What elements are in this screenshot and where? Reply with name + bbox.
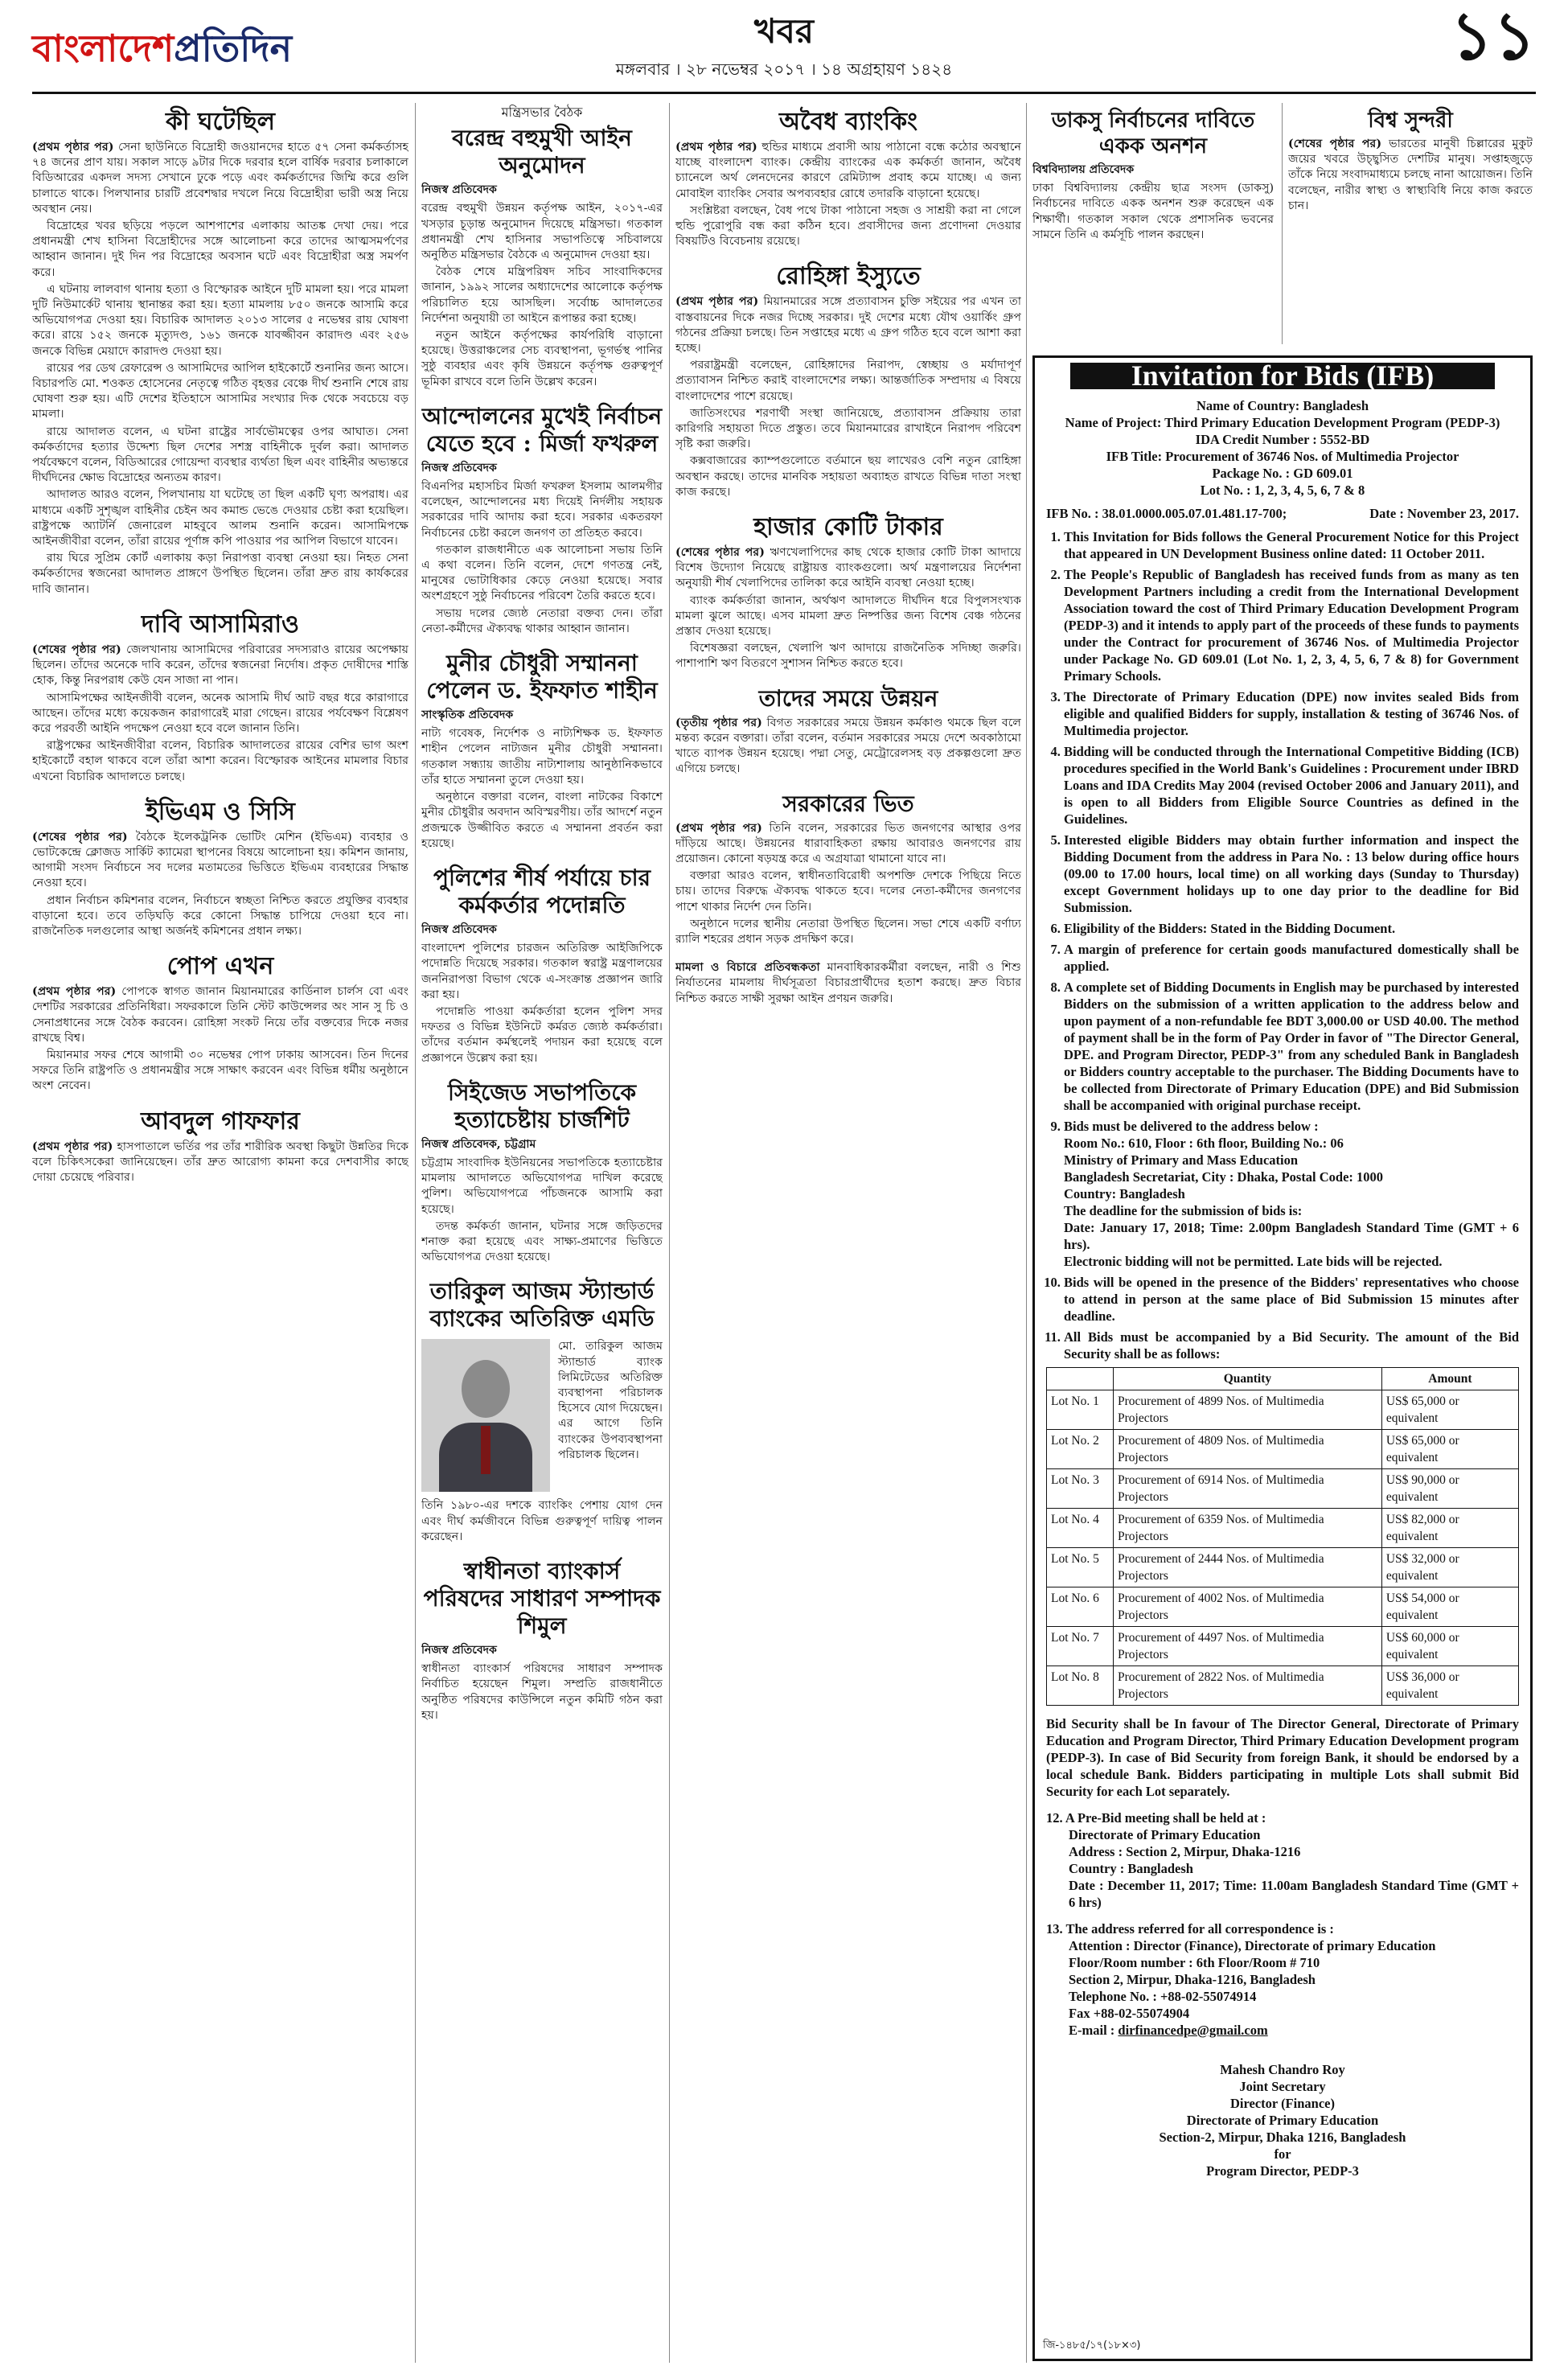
table-header: Quantity — [1114, 1368, 1382, 1390]
ifb-clause: 2. The People's Republic of Bangladesh has received funds from as many as ten Development Partners including a credit from the International Development Association toward the cost of Third Primary Education Development Program (PEDP-3) and it intends to apply part of the proceeds of these funds to payments under the Contract for procurement of 36746 Nos. of Multimedia Projector under Package No. GD 609.01 (Lot No. 1, 2, 3, 4, 5, 6, 7 & 8) for Government Primary Schools. — [1064, 566, 1519, 684]
bid-security-note: Bid Security shall be In favour of The Director General, Directorate of Primary Education and Program Director, Third Primary Education Development program (PEDP-3). In case of Bid Security from foreign Bank, it should be endorsed by a local schedule Bank. Bidders participating in multiple Lots shall submit Bid Security for each Lot separately. — [1046, 1716, 1519, 1799]
story-illegal-banking: অবৈধ ব্যাংকিং (প্রথম পৃষ্ঠার পর) হুন্ডির মাধ্যমে প্রবাসী আয় পাঠানো বন্ধে কঠোর অবস্থানে যাচ্ছে বাংলাদেশ ব্যাংক। কেন্দ্রীয় ব্যাংকের এক কর্মকর্তা জানান, অবৈধ চ্যানেলে অর্থ লেনদেনের কারণে রেমিট্যান্স প্রবাহ কমে যাচ্ছে। এ জন্য মোবাইল ব্যাংকিং সেবার অপব্যবহার রোধে তদারকি বাড়ানো হয়েছে। সংশ্লিষ্টরা বলছেন, বৈধ পথে টাকা পাঠানো সহজ ও সাশ্রয়ী করা না গেলে হুন্ডি পুরোপুরি বন্ধ করা কঠিন হবে। প্রবাসীদের জন্য প্রণোদনা দেওয়ার বিষয়টিও বিবেচনায় রয়েছে। — [675, 108, 1021, 248]
table-row: Lot No. 1 Procurement of 4899 Nos. of Multimedia Projectors US$ 65,000 or equivalent — [1047, 1390, 1519, 1430]
story-headline: কী ঘটেছিল — [165, 108, 276, 136]
ifb-clauses — [1046, 528, 1519, 1362]
story-kicker: মন্ত্রিসভার বৈঠক — [501, 105, 583, 120]
story-headline: মুনীর চৌধুরী সম্মাননা পেলেন ড. ইফফাত শাহীন — [426, 650, 658, 704]
column-divider — [1282, 103, 1283, 344]
column-4-right — [1288, 103, 1533, 349]
ifb-reference: IFB No. : 38.01.0000.005.07.01.481.17-700; Date : November 23, 2017. — [1046, 506, 1519, 521]
ifb-clause: 6. Eligibility of the Bidders: Stated in the Bidding Document. — [1064, 920, 1519, 937]
story-munir-chowdhury: মুনীর চৌধুরী সম্মাননা পেলেন ড. ইফফাত শাহীন সাংস্কৃতিক প্রতিবেদক নাট্য গবেষক, নির্দেশক ও নাট্যশিক্ষক ড. ইফফাত শাহীন পেলেন নাট্যজন মুনীর চৌধুরী সম্মাননা। গতকাল সন্ধ্যায় জাতীয় নাট্যশালায় আনুষ্ঠানিকভাবে তাঁর হাতে সম্মাননা তুলে দেওয়া হয়। অনুষ্ঠানে বক্তারা বলেন, বাংলা নাটকের বিকাশে মুনীর চৌধুরীর অবদান অবিস্মরণীয়। তাঁর আদর্শে নতুন প্রজন্মকে উজ্জীবিত করতে এ সম্মাননা প্রবর্তন করা হয়েছে। — [421, 650, 663, 850]
ifb-advertisement: Invitation for Bids (IFB) Name of Country: Bangladesh Name of Project: Third Primary Education Development Program (PEDP-3) IDA Credit Number : 5552-BD IFB Title: Procurement of 36746 Nos. of Multimedia Projector Package No. : GD 609.01 Lot No. : 1, 2, 3, 4, 5, 6, 7 & 8 IFB No. : 38.01.0000.005.07.01.481.17-700; Date : November 23, 2017. 1. This Invitation for Bids follows the General Procurement Notice for this Project that appeared in UN Development Business online dated: 11 October 2011. 2. The People's Republic of Bangladesh has received funds from as many as ten Development Partners including a credit from the International Development Association toward the cost of Third Primary Education Development Program (PEDP-3) and it intends to apply part of the proceeds of these funds to payments under the Contract for procurement of 36746 Nos. of Multimedia Projector under Package No. GD 609.01 (Lot No. 1, 2, 3, 4, 5, 6, 7 & 8) for Government Primary Schools. 3. The Directorate of Primary Education (DPE) now invites sealed Bids from eligible and qualified Bidders for supply, installation & testing of 36746 Nos. of Multimedia projector. 4. Bidding will be conducted through the International Competitive Bidding (ICB) procedures specified in the World Bank's Guidelines : Procurement under IBRD Loans and IDA Credits May 2004 (revised October 2006 and January 2011), and is open to all Bidders from Eligible Source Countries as defined in the Guidelines. 5. Interested eligible Bidders may obtain further information and inspect the Bidding Document from the address in Para No. : 13 below during office hours (09.00 to 17.00 hours, local time) on all working days (Sunday to Thursday) except Government holidays up to one day prior to the deadline for Bid Submission. 6. Eligibility of the Bidders: Stated in the Bidding Document. 7. A margin of preference for certain goods manufactured domestically shall be applied. 8. A complete set of Bidding Documents in English may be purchased by interested Bidders on the submission of a written application to the address below and upon payment of a non-refundable fee BDT 3,000.00 or USD 40.00. The method of payment shall be in the form of Pay Order in favor of "The Director General, DPE. and Program Director, PEDP-3" from any scheduled Bank in Bangladesh or Bidders country acceptable to the purchaser. The Bidding Documents have to be collected from Directorate of Primary Education (DPE) and Bid Submission shall be accompanied with original purchase receipt. 9. Bids must be delivered to the address below : Room No.: 610, Floor : 6th floor, Building No.: 06 Ministry of Primary and Mass Education Bangladesh Secretariat, City : Dhaka, Postal Code: 1000 Country: Bangladesh The deadline for the submission of bids is: Date: January 17, 2018; Time: 2.00pm Bangladesh Standard Time (GMT + 6 hrs). Electronic bidding will not be permitted. Late bids will be rejected. 10. Bids will be opened in the presence of the Bidders' representatives who choose to attend in person at the same place of Bid Submission 15 minutes after deadline. 11. All Bids must be accompanied by a Bid Security. The amount of the Bid Security shall be as follows: Quantity Amount Lot No. 1 Procurement of 4899 Nos. of Multimedia Projectors US$ 65,000 or equivalent Lot No. 2 Procurement of 4809 Nos. of Multimedia Projectors US$ 65,000 or equivalent Lot No. 3 Procurement of 6914 Nos. of Multimedia Projectors US$ 90,000 or equivalent Lot No. 4 Procurement of 6359 Nos. of Multimedia Projectors US$ 82,000 or equivalent Lot No. 5 Procurement of 2444 Nos. of Multimedia Projectors US$ 32,000 or equivalent Lot No. 6 Procurement of 4002 Nos. of Multimedia Projectors US$ 54,000 or equivalent Lot No. 7 Procurement of 4497 Nos. of Multimedia Projectors US$ 60,000 or equivalent Lot No. 8 Procurement of 2822 Nos. of Multimedia Projectors US$ 36,000 or equivalent Bid Security shall be In favour of The Director General, Directorate of Primary Education and Program Director, Third Primary Education Development program (PEDP-3). In case of Bid Security from foreign Bank, it should be endorsed by a local schedule Bank. Bidders participating in multiple Lots shall submit Bid Security for each Lot separately. 12. A Pre-Bid meeting shall be held at : Directorate of Primary Education Address : Section 2, Mirpur, Dhaka-1216 Country : Bangladesh Date : December 11, 2017; Time: 11.00am Bangladesh Standard Time (GMT + 6 hrs) 13. The address referred for all correspondence is : Attention : Director (Finance), Directorate of primary Education Floor/Room number : 6th Floor/Room # 710 Section 2, Mirpur, Dhaka-1216, Bangladesh Telephone No. : +88-02-55074914 Fax +88-02-55074904 E-mail : dirfinancedpe@gmail.com Mahesh Chandro Roy Joint Secretary Director (Finance) Directorate of Primary Education Section-2, Mirpur, Dhaka 1216, Bangladesh for Program Director, PEDP-3 জি-১৪৮৫/১৭(১৮×৩) — [1032, 355, 1533, 2361]
story-mamla-bichar: মামলা ও বিচারে প্রতিবন্ধকতা মানবাধিকারকর্মীরা বলছেন, নারী ও শিশু নির্যাতনের মামলায় দীর্ঘসূত্রতা বিচারপ্রার্থীদের হতাশ করছে। দ্রুত বিচার নিশ্চিত করতে সাক্ষী সুরক্ষা আইন প্রণয়ন জরুরি। — [675, 961, 1021, 1005]
story-evm-cc: ইভিএম ও সিসি (শেষের পৃষ্ঠার পর) বৈঠকে ইলেকট্রনিক ভোটিং মেশিন (ইভিএম) ব্যবহার ও ভোটকেন্দ্রে ক্লোজড সার্কিট ক্যামেরা স্থাপনের বিষয়ে আলোচনা হয়। কমিশন জানায়, আগামী সংসদ নির্বাচনে সব দলের মতামতের ভিত্তিতে ইভিএম ব্যবহারের সিদ্ধান্ত নেওয়া হবে। প্রধান নির্বাচন কমিশনার বলেন, নির্বাচনে স্বচ্ছতা নিশ্চিত করতে প্রযুক্তির ব্যবহার বাড়ানো হবে। তবে তড়িঘড়ি করে কোনো সিদ্ধান্ত চাপিয়ে দেওয়া হবে না। রাজনৈতিক দলগুলোর আস্থা অর্জনই কমিশনের প্রধান লক্ষ্য। — [32, 797, 408, 938]
ifb-clause: 5. Interested eligible Bidders may obtain further information and inspect the Bidding Document from the address in Para No. : 13 below during office hours (09.00 to 17.00 hours, local time) on all working days (Sunday to Thursday) except Government holidays up to one day prior to the deadline for Bid Submission. — [1064, 832, 1519, 916]
story-headline: রোহিঙ্গা ইস্যুতে — [776, 262, 921, 291]
byline: নিজস্ব প্রতিবেদক — [421, 183, 497, 197]
table-header: Amount — [1381, 1368, 1518, 1390]
story-pope-ekhon: পোপ এখন (প্রথম পৃষ্ঠার পর) পোপকে স্বাগত জানান মিয়ানমারের কার্ডিনাল চার্লস বো এবং দেশটির সরকারের প্রতিনিধিরা। সফরকালে তিনি স্টেট কাউন্সেলর অং সান সু চি ও সেনাপ্রধানের সঙ্গে বৈঠক করবেন। রোহিঙ্গা সংকট নিয়ে তাঁর বক্তব্যের দিকে নজর রাখছে বিশ্ব। মিয়ানমার সফর শেষে আগামী ৩০ নভেম্বর পোপ ঢাকায় আসবেন। তিন দিনের সফরে তিনি রাষ্ট্রপতি ও প্রধানমন্ত্রীর সঙ্গে সাক্ষাৎ করবেন এবং বিভিন্ন ধর্মীয় অনুষ্ঠানে অংশ নেবেন। — [32, 952, 408, 1093]
story-bankers-parishad: স্বাধীনতা ব্যাংকার্স পরিষদের সাধারণ সম্পাদক শিমুল নিজস্ব প্রতিবেদক স্বাধীনতা ব্যাংকার্স পরিষদের সাধারণ সম্পাদক নির্বাচিত হয়েছেন শিমুল। সম্প্রতি রাজধানীতে অনুষ্ঠিত পরিষদের কাউন্সিলে নতুন কমিটি গঠন করা হয়। — [421, 1557, 663, 1722]
story-miss-world: বিশ্ব সুন্দরী (শেষের পৃষ্ঠার পর) ভারতের মানুষী চিল্লারের মুকুট জয়ের খবরে উচ্ছ্বসিত দেশটির মানুষ। সপ্তাহজুড়ে তাঁকে নিয়ে সংবাদমাধ্যমে চলছে নানা আয়োজন। তিনি বলেছেন, নারীর স্বাস্থ্য ও স্বাস্থ্যবিধি নিয়ে কাজ করতে চান। — [1288, 109, 1533, 212]
section-name: খবর — [753, 11, 815, 51]
ifb-clause: 3. The Directorate of Primary Education (DPE) now invites sealed Bids from eligible and qualified Bidders for supply, installation & testing of 36746 Nos. of Multimedia projector. — [1064, 688, 1519, 739]
table-row: Lot No. 2 Procurement of 4809 Nos. of Multimedia Projectors US$ 65,000 or equivalent — [1047, 1430, 1519, 1469]
page-number: ১১ — [1450, 0, 1536, 75]
story-sorkarer-vit: সরকারের ভিত (প্রথম পৃষ্ঠার পর) তিনি বলেন, সরকারের ভিত জনগণের আস্থার ওপর দাঁড়িয়ে আছে। উন্নয়নের ধারাবাহিকতা রক্ষায় আবারও জনগণের রায় প্রয়োজন। কোনো ষড়যন্ত্র করে এ অগ্রযাত্রা থামানো যাবে না। বক্তারা আরও বলেন, স্বাধীনতাবিরোধী অপশক্তি দেশকে পিছিয়ে নিতে চায়। তাদের বিরুদ্ধে ঐক্যবদ্ধ থাকতে হবে। দলের নেতা-কর্মীদের জনগণের পাশে থাকার নির্দেশ দেন তিনি। অনুষ্ঠানে দলের স্থানীয় নেতারা উপস্থিত ছিলেন। সভা শেষে একটি বর্ণাঢ্য র‍্যালি শহরের প্রধান সড়ক প্রদক্ষিণ করে। — [675, 790, 1021, 946]
signature-block: Mahesh Chandro Roy Joint Secretary Director (Finance) Directorate of Primary Education Section-2, Mirpur, Dhaka 1216, Bangladesh for Program Director, PEDP-3 — [1159, 2062, 1406, 2179]
table-row: Lot No. 8 Procurement of 2822 Nos. of Multimedia Projectors US$ 36,000 or equivalent — [1047, 1666, 1519, 1706]
table-row: Lot No. 5 Procurement of 2444 Nos. of Multimedia Projectors US$ 32,000 or equivalent — [1047, 1548, 1519, 1587]
column-1 — [32, 103, 408, 2363]
ifb-clause: 8. A complete set of Bidding Documents in English may be purchased by interested Bidders on the submission of a written application to the address below and upon payment of a non-refundable fee BDT 3,000.00 or USD 40.00. The method of payment shall be in the form of Pay Order in favor of "The Director General, DPE. and Program Director, PEDP-3" from any scheduled Bank in Bangladesh or Bidders country acceptable to the purchaser. The Bidding Documents have to be collected from Directorate of Primary Education (DPE) and Bid Submission shall be accompanied with original purchase receipt. — [1064, 979, 1519, 1114]
story-headline: আবদুল গাফফার — [141, 1107, 300, 1136]
story-tariqul-azam: তারিকুল আজম স্ট্যান্ডার্ড ব্যাংকের অতিরিক্ত এমডি মো. তারিকুল আজম স্ট্যান্ডার্ড ব্যাংক লিমিটেডের অতিরিক্ত ব্যবস্থাপনা পরিচালক হিসেবে যোগ দিয়েছেন। এর আগে তিনি ব্যাংকের উপব্যবস্থাপনা পরিচালক ছিলেন। তিনি ১৯৮০-এর দশকে ব্যাংকিং পেশায় যোগ দেন এবং দীর্ঘ কর্মজীবনে বিভিন্ন গুরুত্বপূর্ণ দায়িত্ব পালন করেছেন। — [421, 1278, 663, 1543]
pre-bid-meeting: 12. A Pre-Bid meeting shall be held at : Directorate of Primary Education Address : Section 2, Mirpur, Dhaka-1216 Country : Bangladesh Date : December 11, 2017; Time: 11.00am Bangladesh Standard Time (GMT + 6 hrs) — [1046, 1810, 1519, 1910]
ifb-clause: 4. Bidding will be conducted through the International Competitive Bidding (ICB) procedures specified in the World Bank's Guidelines : Procurement under IBRD Loans and IDA Credits May 2004 (revised October 2006 and January 2011), and is open to all Bidders from Eligible Source Countries as defined in the Guidelines. — [1064, 743, 1519, 828]
masthead-rule — [32, 92, 1536, 94]
story-dakshu: ডাকসু নির্বাচনের দাবিতে একক অনশন বিশ্ববিদ্যালয় প্রতিবেদক ঢাকা বিশ্ববিদ্যালয় কেন্দ্রীয় ছাত্র সংসদ (ডাকসু) নির্বাচনের দাবিতে একক অনশন শুরু করেছেন এক শিক্ষার্থী। গতকাল সকাল থেকে প্রশাসনিক ভবনের সামনে তিনি এ কর্মসূচি পালন করছেন। — [1032, 109, 1274, 241]
ifb-clause: 11. All Bids must be accompanied by a Bid Security. The amount of the Bid Security shall be as follows: — [1064, 1329, 1519, 1362]
story-headline: তাদের সময়ে উন্নয়ন — [758, 684, 938, 712]
story-headline: বিশ্ব সুন্দরী — [1368, 109, 1453, 133]
story-headline: পোপ এখন — [166, 952, 274, 981]
jump-label: (প্রথম পৃষ্ঠার পর) — [32, 141, 114, 154]
portrait-photo — [421, 1339, 550, 1492]
story-headline: পুলিশের শীর্ষ পর্যায়ে চার কর্মকর্তার পদোন্নতি — [433, 864, 651, 918]
ifb-clause-delivery: 9. Bids must be delivered to the address below : Room No.: 610, Floor : 6th floor, Building No.: 06 Ministry of Primary and Mass Education Bangladesh Secretariat, City : Dhaka, Postal Code: 1000 Country: Bangladesh The deadline for the submission of bids is: Date: January 17, 2018; Time: 2.00pm Bangladesh Standard Time (GMT + 6 hrs). Electronic bidding will not be permitted. Late bids will be rejected. — [1064, 1118, 1519, 1270]
column-divider — [1026, 103, 1027, 2363]
ifb-clause: 1. This Invitation for Bids follows the General Procurement Notice for this Project that appeared in UN Development Business online dated: 11 October 2011. — [1064, 528, 1519, 562]
story-barendra: মন্ত্রিসভার বৈঠক বরেন্দ্র বহুমুখী আইন অনুমোদন নিজস্ব প্রতিবেদক বরেন্দ্র বহুমুখী উন্নয়ন কর্তৃপক্ষ আইন, ২০১৭-এর খসড়ার চূড়ান্ত অনুমোদন দিয়েছে মন্ত্রিসভা। গতকাল প্রধানমন্ত্রী শেখ হাসিনার সভাপতিত্বে সচিবালয়ে অনুষ্ঠিত মন্ত্রিসভার বৈঠকে এ অনুমোদন দেওয়া হয়। বৈঠক শেষে মন্ত্রিপরিষদ সচিব সাংবাদিকদের জানান, ১৯৯২ সালের অধ্যাদেশের আলোকে কর্তৃপক্ষ পরিচালিত হয়ে আসছিল। সর্বোচ্চ আদালতের নির্দেশনা অনুযায়ী তা আইনে রূপান্তর করা হচ্ছে। নতুন আইনে কর্তৃপক্ষের কার্যপরিধি বাড়ানো হয়েছে। উত্তরাঞ্চলের সেচ ব্যবস্থাপনা, ভূগর্ভস্থ পানির সুষ্ঠু ব্যবহার এবং কৃষি উন্নয়নে কর্তৃপক্ষ গুরুত্বপূর্ণ ভূমিকা রাখবে বলে তিনি উল্লেখ করেন। — [421, 105, 663, 388]
bid-security-table — [1046, 1367, 1519, 1706]
story-headline: তারিকুল আজম স্ট্যান্ডার্ড ব্যাংকের অতিরিক্ত এমডি — [429, 1278, 655, 1333]
story-cuj-chargesheet: সিইজেড সভাপতিকে হত্যাচেষ্টায় চার্জশিট নিজস্ব প্রতিবেদক, চট্টগ্রাম চট্টগ্রাম সাংবাদিক ইউনিয়নের সভাপতিকে হত্যাচেষ্টার মামলায় আদালতে অভিযোগপত্র দাখিল করেছে পুলিশ। অভিযোগপত্রে পাঁচজনকে আসামি করা হয়েছে। তদন্ত কর্মকর্তা জানান, ঘটনার সঙ্গে জড়িতদের শনাক্ত করা হয়েছে এবং সাক্ষ্য-প্রমাণের ভিত্তিতে অভিযোগপত্র দেওয়া হয়েছে। — [421, 1078, 663, 1264]
ifb-clause: 10. Bids will be opened in the presence of the Bidders' representatives who choose to attend in person at the same place of Bid Submission 15 minutes after deadline. — [1064, 1274, 1519, 1325]
story-ki-ghotechhilo: কী ঘটেছিল (প্রথম পৃষ্ঠার পর) সেনা ছাউনিতে বিদ্রোহী জওয়ানদের হাতে ৫৭ সেনা কর্মকর্তাসহ ৭৪ জনের প্রাণ যায়। সকাল সাড়ে ৯টার দিকে দরবার হলে বার্ষিক দরবার চলাকালে বিডিআরের একদল সদস্য সেখানে ঢুকে পড়ে এবং কর্মকর্তাদের জিম্মি করে গুলি চালাতে থাকে। পিলখানার চারটি প্রবেশদ্বার দখলে নিয়ে বিদ্রোহীরা ভারী অস্ত্র নিয়ে অবস্থান নেয়। বিদ্রোহের খবর ছড়িয়ে পড়লে আশপাশের এলাকায় আতঙ্ক দেখা দেয়। পরে প্রধানমন্ত্রী শেখ হাসিনা বিদ্রোহীদের সঙ্গে আলোচনা করে তাদের আত্মসমর্পণের আহ্বান জানান। দুই দিন পর বিদ্রোহের অবসান ঘটে এবং বিদ্রোহীরা অস্ত্র সমর্পণ করে। এ ঘটনায় লালবাগ থানায় হত্যা ও বিস্ফোরক আইনে দুটি মামলা হয়। পরে মামলা দুটি নিউমার্কেট থানায় স্থানান্তর করা হয়। হত্যা মামলায় ৮৫০ জনকে আসামি করে অভিযোগপত্র দেওয়া হয়। বিচারিক আদালত ২০১৩ সালের ৫ নভেম্বর রায় ঘোষণা করে। রায়ে ১৫২ জনকে মৃত্যুদণ্ড, ১৬১ জনকে যাবজ্জীবন কারাদণ্ড এবং ২৫৬ জনকে বিভিন্ন মেয়াদে কারাদণ্ড দেওয়া হয়। রায়ের পর ডেথ রেফারেন্স ও আসামিদের আপিল হাইকোর্টে শুনানির জন্য আসে। বিচারপতি মো. শওকত হোসেনের নেতৃত্বে গঠিত বৃহত্তর বেঞ্চে দীর্ঘ শুনানি শেষে রায় ঘোষণা শুরু হয়। এটি দেশের ইতিহাসে আসামির সংখ্যার দিক থেকে সবচেয়ে বড় মামলা। রায়ে আদালত বলেন, এ ঘটনা রাষ্ট্রের সার্বভৌমত্বের ওপর আঘাত। সেনা কর্মকর্তাদের হত্যার উদ্দেশ্য ছিল দেশের সশস্ত্র বাহিনীকে দুর্বল করা। আদালত পর্যবেক্ষণে বলেন, বিডিআরের গোয়েন্দা ব্যবস্থার ব্যর্থতা ছিল এবং বাহিনীর অভ্যন্তরে দীর্ঘদিনের ক্ষোভ বিদ্রোহের অন্যতম কারণ। আদালত আরও বলেন, পিলখানায় যা ঘটেছে তা ছিল একটি ঘৃণ্য অপরাধ। এর মাধ্যমে একটি সুশৃঙ্খল বাহিনীর চেইন অব কমান্ড ভেঙে দেওয়ার চেষ্টা করা হয়েছিল। রাষ্ট্রপক্ষে অ্যাটর্নি জেনারেল মাহবুবে আলম শুনানি করেন। আসামিপক্ষে আইনজীবীরা বলেন, তাঁরা রায়ের পূর্ণাঙ্গ কপি পাওয়ার পর আপিল বিভাগে যাবেন। রায় ঘিরে সুপ্রিম কোর্ট এলাকায় কড়া নিরাপত্তা ব্যবস্থা নেওয়া হয়। নিহত সেনা কর্মকর্তাদের স্বজনেরা আদালত প্রাঙ্গণে উপস্থিত ছিলেন। তাঁরা দ্রুত রায় কার্যকরের দাবি জানান। — [32, 108, 408, 596]
story-headline: আন্দোলনের মুখেই নির্বাচন যেতে হবে : মির্জা ফখরুল — [421, 402, 663, 457]
story-abdul-gaffar: আবদুল গাফফার (প্রথম পৃষ্ঠার পর) হাসপাতালে ভর্তির পর তাঁর শারীরিক অবস্থা কিছুটা উন্নতির দিকে বলে চিকিৎসকেরা জানিয়েছেন। তাঁর দ্রুত আরোগ্য কামনা করে দেশবাসীর কাছে দোয়া চেয়েছে পরিবার। — [32, 1107, 408, 1184]
email-link[interactable]: dirfinancedpe@gmail.com — [1118, 2023, 1268, 2038]
dateline: মঙ্গলবার । ২৮ নভেম্বর ২০১৭ । ১৪ অগ্রহায়ণ ১৪২৪ — [615, 60, 953, 79]
story-dabi-asamirao: দাবি আসামিরাও (শেষের পৃষ্ঠার পর) জেলখানায় আসামিদের পরিবারের সদস্যরাও রায়ের অপেক্ষায় ছিলেন। তাঁদের অনেকে দাবি করেন, তাঁদের স্বজনেরা নির্দোষ। প্রকৃত দোষীদের শাস্তি হোক, কিন্তু নিরপরাধ কেউ যেন সাজা না পান। আসামিপক্ষের আইনজীবী বলেন, অনেক আসামি দীর্ঘ আট বছর ধরে কারাগারে আছেন। তাঁদের মধ্যে কয়েকজন কারাগারেই মারা গেছেন। রায়ের পর্যবেক্ষণ বিশ্লেষণ করে পরবর্তী আইনি পদক্ষেপ নেওয়া হবে বলে জানান তিনি। রাষ্ট্রপক্ষের আইনজীবীরা বলেন, বিচারিক আদালতের রায়ের বেশির ভাগ অংশ হাইকোর্টে বহাল থাকবে বলে তাঁরা আশা করেন। বিস্ফোরক আইনের মামলার বিচার এখনো বিচারিক আদালতে চলছে। — [32, 610, 408, 783]
story-headline: দাবি আসামিরাও — [141, 610, 300, 639]
story-tader-somoye: তাদের সময়ে উন্নয়ন (তৃতীয় পৃষ্ঠার পর) বিগত সরকারের সময়ে উন্নয়ন কর্মকাণ্ড থমকে ছিল বলে মন্তব্য করেন বক্তারা। তাঁরা বলেন, বর্তমান সরকারের সময়ে দেশে অবকাঠামো খাতে ব্যাপক উন্নয়ন হয়েছে। পদ্মা সেতু, মেট্রোরেলসহ বড় প্রকল্পগুলো দ্রুত এগিয়ে চলছে। — [675, 684, 1021, 776]
story-headline: অবৈধ ব্যাংকিং — [778, 108, 918, 136]
column-divider — [415, 103, 416, 2363]
table-row: Lot No. 3 Procurement of 6914 Nos. of Multimedia Projectors US$ 90,000 or equivalent — [1047, 1469, 1519, 1509]
story-headline: ডাকসু নির্বাচনের দাবিতে একক অনশন — [1051, 109, 1255, 158]
story-headline: হাজার কোটি টাকার — [753, 513, 943, 542]
story-headline: ইভিএম ও সিসি — [146, 797, 295, 826]
masthead — [32, 0, 1536, 90]
story-mirza-fakhrul: আন্দোলনের মুখেই নির্বাচন যেতে হবে : মির্জা ফখরুল নিজস্ব প্রতিবেদক বিএনপির মহাসচিব মির্জা ফখরুল ইসলাম আলমগীর বলেছেন, আন্দোলনের মধ্য দিয়েই নির্দলীয় সহায়ক সরকারের দাবি আদায় করা হবে। সরকার একতরফা নির্বাচনের চেষ্টা করলে জনগণ তা প্রতিহত করবে। গতকাল রাজধানীতে এক আলোচনা সভায় তিনি এ কথা বলেন। তিনি বলেন, দেশে গণতন্ত্র নেই, মানুষের ভোটাধিকার কেড়ে নেওয়া হয়েছে। সবার অংশগ্রহণে সুষ্ঠু নির্বাচনের পরিবেশ তৈরি করতে হবে। সভায় দলের জ্যেষ্ঠ নেতারা বক্তব্য দেন। তাঁরা নেতা-কর্মীদের ঐক্যবদ্ধ থাকার আহ্বান জানান। — [421, 402, 663, 635]
story-headline: বরেন্দ্র বহুমুখী আইন অনুমোদন — [452, 125, 632, 179]
newspaper-logo: বাংলাদেশপ্রতিদিন — [32, 27, 293, 70]
column-divider — [669, 103, 670, 2363]
story-headline: স্বাধীনতা ব্যাংকার্স পরিষদের সাধারণ সম্পাদক শিমুল — [423, 1557, 661, 1639]
column-2 — [421, 103, 663, 2363]
story-police-promotion: পুলিশের শীর্ষ পর্যায়ে চার কর্মকর্তার পদোন্নতি নিজস্ব প্রতিবেদক বাংলাদেশ পুলিশের চারজন অতিরিক্ত আইজিপিকে পদোন্নতি দিয়েছে সরকার। গতকাল স্বরাষ্ট্র মন্ত্রণালয়ের জননিরাপত্তা বিভাগ থেকে এ-সংক্রান্ত প্রজ্ঞাপন জারি করা হয়। পদোন্নতি পাওয়া কর্মকর্তারা হলেন পুলিশ সদর দফতর ও বিভিন্ন ইউনিটে কর্মরত জ্যেষ্ঠ কর্মকর্তারা। তাঁদের বর্তমান কর্মস্থলেই পদায়ন করা হয়েছে বলে প্রজ্ঞাপনে উল্লেখ করা হয়। — [421, 864, 663, 1065]
story-headline: সিইজেড সভাপতিকে হত্যাচেষ্টায় চার্জশিট — [447, 1078, 637, 1133]
ifb-clause: 7. A margin of preference for certain goods manufactured domestically shall be applied. — [1064, 941, 1519, 975]
photo-caption: মো. তারিকুল আজম স্ট্যান্ডার্ড ব্যাংক লিমিটেডের অতিরিক্ত ব্যবস্থাপনা পরিচালক হিসেবে যোগ দিয়েছেন। এর আগে তিনি ব্যাংকের উপব্যবস্থাপনা পরিচালক ছিলেন। — [558, 1340, 663, 1461]
column-4-left — [1032, 103, 1274, 349]
correspondence-address: 13. The address referred for all correspondence is : Attention : Director (Finance), Directorate of primary Education Floor/Room number : 6th Floor/Room # 710 Section 2, Mirpur, Dhaka-1216, Bangladesh Telephone No. : +88-02-55074914 Fax +88-02-55074904 E-mail : dirfinancedpe@gmail.com — [1046, 1921, 1436, 2038]
table-row: Lot No. 7 Procurement of 4497 Nos. of Multimedia Projectors US$ 60,000 or equivalent — [1047, 1627, 1519, 1666]
story-rohingya: রোহিঙ্গা ইস্যুতে (প্রথম পৃষ্ঠার পর) মিয়ানমারের সঙ্গে প্রত্যাবাসন চুক্তি সইয়ের পর এখন তা বাস্তবায়নের দিকে নজর দিচ্ছে সরকার। দুই দেশের মধ্যে যৌথ ওয়ার্কিং গ্রুপ গঠনের প্রক্রিয়া চলছে। তিন সপ্তাহের মধ্যে এ গ্রুপ গঠিত হবে বলে আশা করা হচ্ছে। পররাষ্ট্রমন্ত্রী বলেছেন, রোহিঙ্গাদের নিরাপদ, স্বেচ্ছায় ও মর্যাদাপূর্ণ প্রত্যাবাসন নিশ্চিত করাই বাংলাদেশের লক্ষ্য। আন্তর্জাতিক সম্প্রদায় এ বিষয়ে বাংলাদেশের পাশে রয়েছে। জাতিসংঘের শরণার্থী সংস্থা জানিয়েছে, প্রত্যাবাসন প্রক্রিয়ায় তারা কারিগরি সহায়তা দিতে প্রস্তুত। তবে মিয়ানমারের রাখাইনে নিরাপদ পরিবেশ সৃষ্টি করা জরুরি। কক্সবাজারের ক্যাম্পগুলোতে বর্তমানে ছয় লাখেরও বেশি নতুন রোহিঙ্গা অবস্থান করছে। তাদের মানবিক সহায়তা অব্যাহত রাখতে বিভিন্ন দাতা সংস্থা কাজ করছে। — [675, 262, 1021, 499]
table-row: Lot No. 4 Procurement of 6359 Nos. of Multimedia Projectors US$ 82,000 or equivalent — [1047, 1509, 1519, 1548]
ad-code: জি-১৪৮৫/১৭(১৮×৩) — [1043, 2339, 1141, 2351]
story-headline: সরকারের ভিত — [782, 790, 914, 817]
table-row: Lot No. 6 Procurement of 4002 Nos. of Multimedia Projectors US$ 54,000 or equivalent — [1047, 1587, 1519, 1627]
column-3 — [675, 103, 1021, 2363]
ifb-title: Invitation for Bids (IFB) — [1070, 363, 1495, 389]
story-hajar-koti: হাজার কোটি টাকার (শেষের পৃষ্ঠার পর) ঋণখেলাপিদের কাছ থেকে হাজার কোটি টাকা আদায়ে বিশেষ উদ্যোগ নিয়েছে রাষ্ট্রায়ত্ত ব্যাংকগুলো। অর্থ মন্ত্রণালয়ের নির্দেশনা অনুযায়ী শীর্ষ খেলাপিদের তালিকা করে আইনি ব্যবস্থা নেওয়া হচ্ছে। ব্যাংক কর্মকর্তারা জানান, অর্থঋণ আদালতে দীর্ঘদিন ধরে বিপুলসংখ্যক মামলা ঝুলে আছে। এসব মামলা দ্রুত নিষ্পত্তির জন্য বিশেষ বেঞ্চ গঠনের প্রস্তাব দেওয়া হয়েছে। বিশেষজ্ঞরা বলছেন, খেলাপি ঋণ আদায়ে রাজনৈতিক সদিচ্ছা জরুরি। পাশাপাশি ঋণ বিতরণে সুশাসন নিশ্চিত করতে হবে। — [675, 513, 1021, 671]
